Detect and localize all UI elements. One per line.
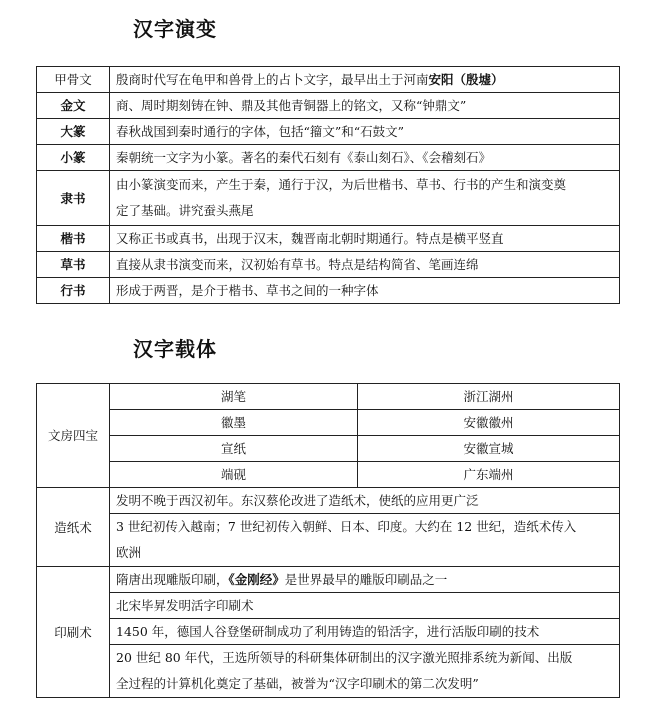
- row-text: [110, 514, 620, 567]
- row-text-part: 隋唐出现雕版印刷，: [116, 572, 229, 587]
- table-row: [37, 145, 620, 171]
- row-key: 金文: [37, 93, 110, 119]
- item-place: 安徽宣城: [358, 436, 620, 462]
- item-place: 浙江湖州: [358, 384, 620, 410]
- row-key: 草书: [37, 252, 110, 278]
- row-text: 北宋毕昇发明活字印刷术: [110, 593, 620, 619]
- evolution-table: [36, 66, 620, 304]
- row-text: 1450 年，德国人谷登堡研制成功了利用铸造的铅活字，进行活版印刷的技术: [110, 619, 620, 645]
- table-row: [37, 645, 620, 698]
- row-text-part: 是世界最早的雕版印刷品之一: [284, 572, 448, 587]
- table-row: [37, 278, 620, 304]
- table-row: [37, 436, 620, 462]
- row-key: 小篆: [37, 145, 110, 171]
- row-text-line: 全过程的计算机化奠定了基础，被誉为“汉字印刷术的第二次发明”: [116, 676, 479, 691]
- table-row: [37, 488, 620, 514]
- row-text: [110, 645, 620, 698]
- row-text: 直接从隶书演变而来，汉初始有草书。特点是结构简省、笔画连绵: [110, 252, 620, 278]
- row-key: 文房四宝: [37, 384, 110, 488]
- row-key: 楷书: [37, 226, 110, 252]
- row-text: [110, 67, 620, 93]
- carriers-table: [36, 383, 620, 698]
- row-text: 商、周时期刻铸在钟、鼎及其他青铜器上的铭文，又称“钟鼎文”: [110, 93, 620, 119]
- table-row: [37, 93, 620, 119]
- table-row: [37, 67, 620, 93]
- row-key: 造纸术: [37, 488, 110, 567]
- row-text-line: 欧洲: [116, 545, 142, 560]
- row-key: 行书: [37, 278, 110, 304]
- row-text-bold: 《金刚经》: [228, 572, 285, 587]
- table-row: [37, 462, 620, 488]
- table-row: [37, 514, 620, 567]
- row-text: [110, 171, 620, 226]
- table-row: [37, 252, 620, 278]
- table-row: [37, 593, 620, 619]
- row-text-line: 由小篆演变而来，产生于秦，通行于汉，为后世楷书、草书、行书的产生和演变奠: [116, 177, 567, 192]
- section-title-evolution: 汉字演变: [133, 17, 217, 41]
- table-row: [37, 384, 620, 410]
- item-name: 端砚: [110, 462, 358, 488]
- row-text-line: 3 世纪初传入越南；7 世纪初传入朝鲜、日本、印度。大约在 12 世纪，造纸术传入: [116, 519, 577, 534]
- table-row: [37, 171, 620, 226]
- row-text-line: 20 世纪 80 年代，王选所领导的科研集体研制出的汉字激光照排系统为新闻、出版: [116, 650, 573, 665]
- row-text: [110, 567, 620, 593]
- row-text-part: 殷商时代写在龟甲和兽骨上的占卜文字，最早出土于河南: [116, 72, 429, 87]
- row-key: 印刷术: [37, 567, 110, 698]
- item-name: 宣纸: [110, 436, 358, 462]
- row-text: 秦朝统一文字为小篆。著名的秦代石刻有《泰山刻石》、《会稽刻石》: [110, 145, 620, 171]
- row-key: 甲骨文: [37, 67, 110, 93]
- row-text: 形成于两晋，是介于楷书、草书之间的一种字体: [110, 278, 620, 304]
- item-place: 安徽徽州: [358, 410, 620, 436]
- table-row: [37, 567, 620, 593]
- table-row: [37, 119, 620, 145]
- row-text-line: 定了基础。讲究蚕头燕尾: [116, 203, 254, 218]
- row-text: 又称正书或真书，出现于汉末，魏晋南北朝时期通行。特点是横平竖直: [110, 226, 620, 252]
- item-name: 徽墨: [110, 410, 358, 436]
- item-place: 广东端州: [358, 462, 620, 488]
- row-text: 发明不晚于西汉初年。东汉蔡伦改进了造纸术，使纸的应用更广泛: [110, 488, 620, 514]
- row-key: 大篆: [37, 119, 110, 145]
- row-key: 隶书: [37, 171, 110, 226]
- item-name: 湖笔: [110, 384, 358, 410]
- row-text-bold: 安阳（殷墟）: [428, 72, 504, 87]
- table-row: [37, 226, 620, 252]
- section-title-carriers: 汉字载体: [133, 337, 217, 361]
- table-row: [37, 410, 620, 436]
- table-row: [37, 619, 620, 645]
- row-text: 春秋战国到秦时通行的字体，包括“籀文”和“石鼓文”: [110, 119, 620, 145]
